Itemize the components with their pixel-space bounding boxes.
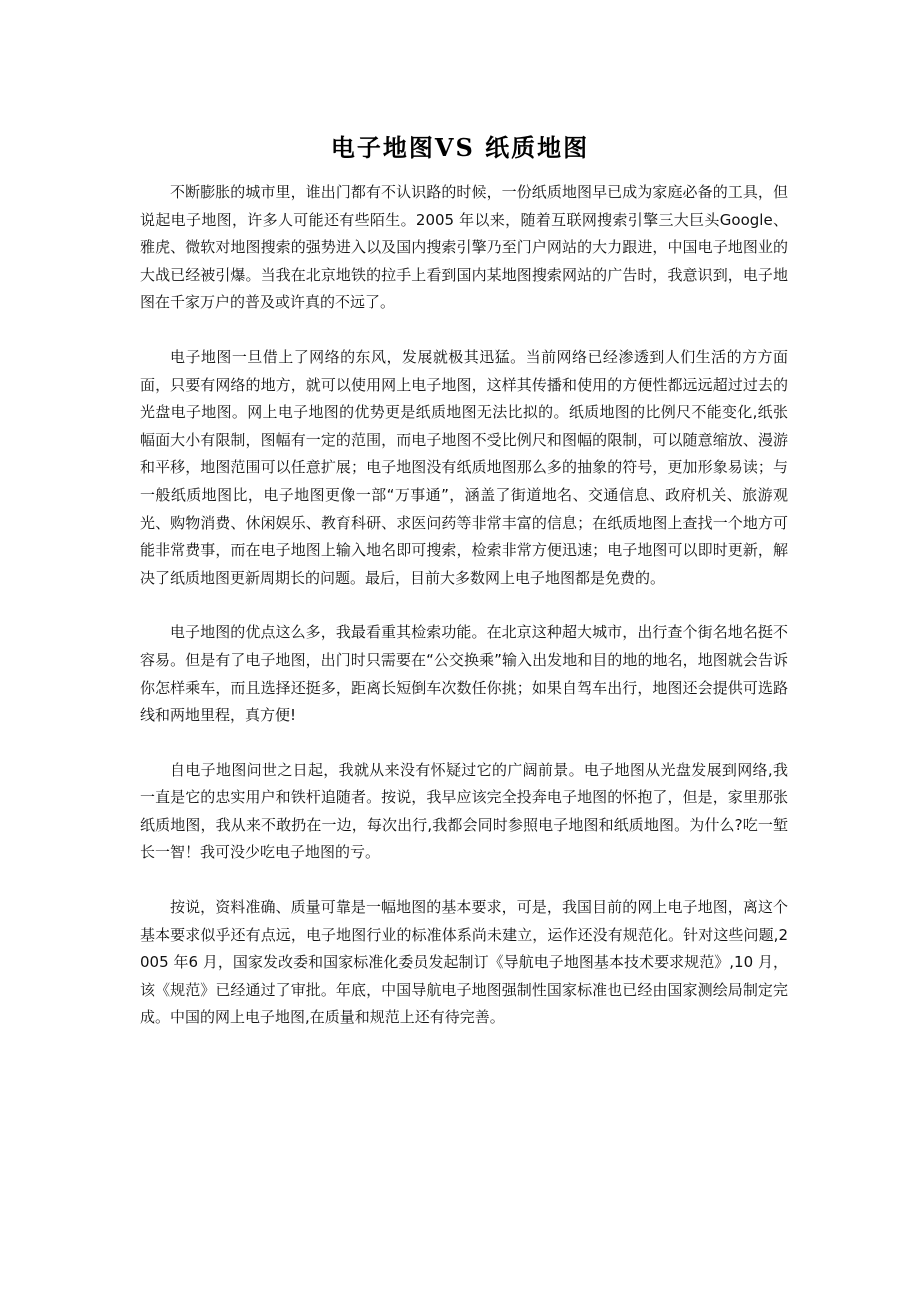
paragraph-1: 不断膨胀的城市里，谁出门都有不认识路的时候，一份纸质地图早已成为家庭必备的工具，但说起电子地图，许多人可能还有些陌生。2005 年以来，随着互联网搜索引擎三大巨头Google、雅虎、微软对地图搜索的强势进入以及国内搜索引擎乃至门户网站的大力跟进，中国电子地图业的大战已经被引爆。当我在北京地铁的拉手上看到国内某地图搜索网站的广告时，我意识到，电子地图在千家万户的普及或许真的不远了。 — [140, 183, 788, 312]
document-body — [140, 179, 788, 1032]
document-title: 电子地图VS 纸质地图 — [330, 133, 590, 163]
paragraph-4: 自电子地图问世之日起，我就从来没有怀疑过它的广阔前景。电子地图从光盘发展到网络,我一直是它的忠实用户和铁杆追随者。按说，我早应该完全投奔电子地图的怀抱了，但是，家里那张纸质地图，我从来不敢扔在一边，每次出行,我都会同时参照电子地图和纸质地图。为什么?吃一堑长一智！我可没少吃电子地图的亏。 — [140, 760, 788, 862]
paragraph-3: 电子地图的优点这么多，我最看重其检索功能。在北京这种超大城市，出行查个街名地名挺不容易。但是有了电子地图，出门时只需要在“公交换乘”输入出发地和目的地的地名，地图就会告诉你怎样乘车，而且选择还挺多，距离长短倒车次数任你挑；如果自驾车出行，地图还会提供可选路线和两地里程，真方便! — [140, 623, 788, 725]
paragraph-5: 按说，资料准确、质量可靠是一幅地图的基本要求，可是，我国目前的网上电子地图，离这个基本要求似乎还有点远，电子地图行业的标准体系尚未建立，运作还没有规范化。针对这些问题,2005 年6 月，国家发改委和国家标准化委员发起制订《导航电子地图基本技术要求规范》,10 月，该《规范》已经通过了审批。年底，中国导航电子地图强制性国家标准也已经由国家测绘局制定完成。中国的网上电子地图,在质量和规范上还有待完善。 — [140, 898, 788, 1027]
paragraph-2: 电子地图一旦借上了网络的东风，发展就极其迅猛。当前网络已经渗透到人们生活的方方面面，只要有网络的地方，就可以使用网上电子地图，这样其传播和使用的方便性都远远超过过去的光盘电子地图。网上电子地图的优势更是纸质地图无法比拟的。纸质地图的比例尺不能变化,纸张幅面大小有限制，图幅有一定的范围，而电子地图不受比例尺和图幅的限制，可以随意缩放、漫游和平移，地图范围可以任意扩展；电子地图没有纸质地图那么多的抽象的符号，更加形象易读；与一般纸质地图比，电子地图更像一部“万事通”，涵盖了街道地名、交通信息、政府机关、旅游观光、购物消费、休闲娱乐、教育科研、求医问药等非常丰富的信息；在纸质地图上查找一个地方可能非常费事，而在电子地图上输入地名即可搜索，检索非常方便迅速；电子地图可以即时更新，解决了纸质地图更新周期长的问题。最后，目前大多数网上电子地图都是免费的。 — [140, 347, 788, 587]
